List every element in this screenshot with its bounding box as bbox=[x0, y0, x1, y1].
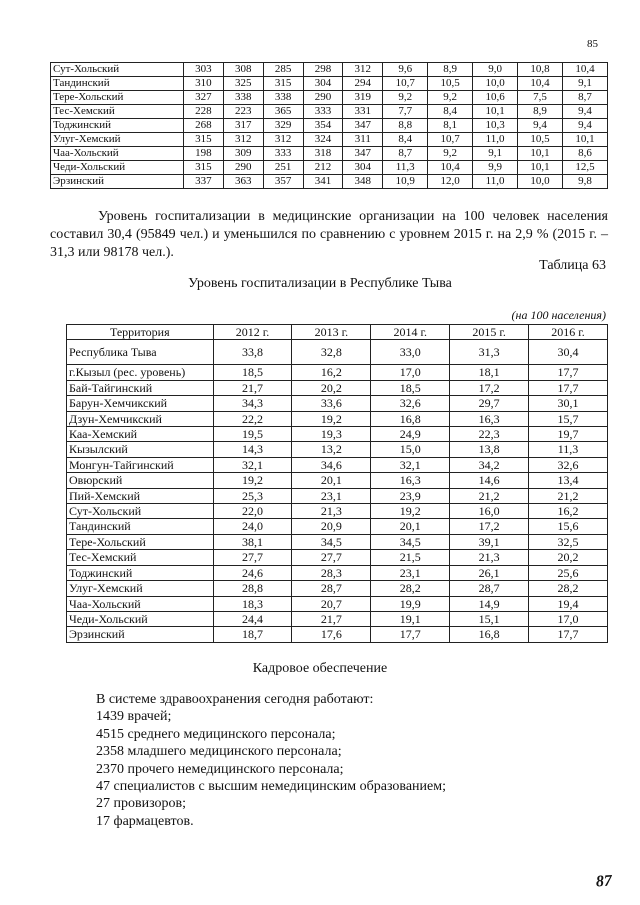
table-cell: 10,1 bbox=[518, 147, 563, 161]
table-cell: 22,3 bbox=[450, 427, 529, 442]
table-cell: 18,5 bbox=[213, 365, 292, 380]
table-cell: 24,6 bbox=[213, 565, 292, 580]
table-cell: 23,1 bbox=[292, 488, 371, 503]
table-cell: 327 bbox=[184, 91, 224, 105]
table-cell: 27,7 bbox=[213, 550, 292, 565]
table-cell: 28,3 bbox=[292, 565, 371, 580]
table-cell: 10,4 bbox=[428, 161, 473, 175]
table-cell: 29,7 bbox=[450, 396, 529, 411]
table-cell: 11,3 bbox=[529, 442, 608, 457]
row-label: Тандинский bbox=[51, 77, 184, 91]
table-cell: 9,4 bbox=[562, 119, 607, 133]
table-cell: 15,0 bbox=[371, 442, 450, 457]
table-row bbox=[51, 63, 608, 77]
table-cell: 10,4 bbox=[562, 63, 607, 77]
column-header: 2013 г. bbox=[292, 325, 371, 340]
table-cell: 20,7 bbox=[292, 596, 371, 611]
territory-name: Республика Тыва bbox=[67, 340, 214, 365]
table-cell: 12,5 bbox=[562, 161, 607, 175]
table-number: Таблица 63 bbox=[539, 258, 606, 273]
table-cell: 28,2 bbox=[371, 581, 450, 596]
table-cell: 15,7 bbox=[529, 411, 608, 426]
table-cell: 251 bbox=[263, 161, 303, 175]
table-cell: 34,2 bbox=[450, 457, 529, 472]
table-cell: 19,2 bbox=[292, 411, 371, 426]
table-cell: 228 bbox=[184, 105, 224, 119]
territory-name: Барун-Хемчикский bbox=[67, 396, 214, 411]
table-cell: 17,7 bbox=[529, 365, 608, 380]
table-cell: 20,2 bbox=[292, 380, 371, 395]
table-cell: 10,5 bbox=[518, 133, 563, 147]
table-cell: 14,9 bbox=[450, 596, 529, 611]
table-cell: 17,0 bbox=[529, 611, 608, 626]
table-cell: 15,6 bbox=[529, 519, 608, 534]
page-number: 85 bbox=[587, 38, 598, 50]
table-cell: 32,1 bbox=[213, 457, 292, 472]
table-cell: 17,0 bbox=[371, 365, 450, 380]
table-row bbox=[67, 488, 608, 503]
table-row bbox=[51, 119, 608, 133]
table-row bbox=[67, 550, 608, 565]
row-label: Чеди-Хольский bbox=[51, 161, 184, 175]
territory-name: Монгун-Тайгинский bbox=[67, 457, 214, 472]
table-row bbox=[51, 77, 608, 91]
table-row bbox=[51, 133, 608, 147]
table-cell: 304 bbox=[303, 77, 343, 91]
table-cell: 32,8 bbox=[292, 340, 371, 365]
table-cell: 11,0 bbox=[473, 175, 518, 189]
table-cell: 30,4 bbox=[529, 340, 608, 365]
table-row bbox=[67, 380, 608, 395]
table-cell: 10,5 bbox=[428, 77, 473, 91]
table-cell: 16,0 bbox=[450, 504, 529, 519]
table-cell: 16,3 bbox=[450, 411, 529, 426]
table-cell: 223 bbox=[223, 105, 263, 119]
territory-name: Дзун-Хемчикский bbox=[67, 411, 214, 426]
table-cell: 27,7 bbox=[292, 550, 371, 565]
table-cell: 10,6 bbox=[473, 91, 518, 105]
table-cell: 9,2 bbox=[383, 91, 428, 105]
table-row bbox=[67, 534, 608, 549]
table-cell: 312 bbox=[343, 63, 383, 77]
section-title: Кадровое обеспечение bbox=[252, 661, 388, 676]
table-cell: 338 bbox=[223, 91, 263, 105]
table-cell: 25,3 bbox=[213, 488, 292, 503]
table-cell: 24,4 bbox=[213, 611, 292, 626]
staff-item: 1439 врачей; bbox=[96, 709, 172, 725]
table-row bbox=[51, 161, 608, 175]
table-cell: 319 bbox=[343, 91, 383, 105]
table-cell: 308 bbox=[223, 63, 263, 77]
row-label: Эрзинский bbox=[51, 175, 184, 189]
table-cell: 303 bbox=[184, 63, 224, 77]
table-cell: 16,8 bbox=[371, 411, 450, 426]
table-cell: 13,8 bbox=[450, 442, 529, 457]
continued-data-table bbox=[50, 62, 608, 189]
row-label: Чаа-Хольский bbox=[51, 147, 184, 161]
row-label: Сут-Хольский bbox=[51, 63, 184, 77]
table-cell: 11,3 bbox=[383, 161, 428, 175]
table-cell: 8,1 bbox=[428, 119, 473, 133]
territory-name: Тоджинский bbox=[67, 565, 214, 580]
table-cell: 38,1 bbox=[213, 534, 292, 549]
table-cell: 10,7 bbox=[428, 133, 473, 147]
territory-name: Чаа-Хольский bbox=[67, 596, 214, 611]
staff-item: 4515 среднего медицинского персонала; bbox=[96, 726, 336, 742]
table-cell: 10,8 bbox=[518, 63, 563, 77]
table-cell: 10,4 bbox=[518, 77, 563, 91]
table-cell: 28,7 bbox=[450, 581, 529, 596]
table-cell: 8,8 bbox=[383, 119, 428, 133]
table-cell: 294 bbox=[343, 77, 383, 91]
table-cell: 19,2 bbox=[371, 504, 450, 519]
table-cell: 23,9 bbox=[371, 488, 450, 503]
table-cell: 20,1 bbox=[371, 519, 450, 534]
table-cell: 11,0 bbox=[473, 133, 518, 147]
table-cell: 312 bbox=[263, 133, 303, 147]
table-cell: 20,9 bbox=[292, 519, 371, 534]
table-cell: 354 bbox=[303, 119, 343, 133]
table-title: Уровень госпитализации в Республике Тыва bbox=[188, 276, 452, 291]
territory-name: Чеди-Хольский bbox=[67, 611, 214, 626]
table-row bbox=[67, 581, 608, 596]
table-cell: 338 bbox=[263, 91, 303, 105]
table-cell: 317 bbox=[223, 119, 263, 133]
table-cell: 8,4 bbox=[428, 105, 473, 119]
territory-name: Кызылский bbox=[67, 442, 214, 457]
table-cell: 19,2 bbox=[213, 473, 292, 488]
table-cell: 9,1 bbox=[473, 147, 518, 161]
table-cell: 33,8 bbox=[213, 340, 292, 365]
table-cell: 22,2 bbox=[213, 411, 292, 426]
table-cell: 10,1 bbox=[562, 133, 607, 147]
table-cell: 19,5 bbox=[213, 427, 292, 442]
table-cell: 309 bbox=[223, 147, 263, 161]
table-cell: 347 bbox=[343, 119, 383, 133]
table-cell: 9,2 bbox=[428, 147, 473, 161]
table-cell: 33,6 bbox=[292, 396, 371, 411]
hospitalization-paragraph: Уровень госпитализации в медицинские организации на 100 человек населения составил 30,4 (95849 чел.) и уменьшился по сравнению с уровнем 2015 г. на 2,9 % (2015 г. – 31,3 или 98178 чел.). bbox=[50, 209, 608, 260]
table-row bbox=[51, 105, 608, 119]
table-cell: 348 bbox=[343, 175, 383, 189]
table-cell: 363 bbox=[223, 175, 263, 189]
handwritten-page-number: 87 bbox=[595, 872, 613, 891]
table-cell: 9,8 bbox=[562, 175, 607, 189]
table-cell: 17,7 bbox=[529, 627, 608, 642]
table-cell: 17,6 bbox=[292, 627, 371, 642]
table-cell: 34,5 bbox=[292, 534, 371, 549]
table-units: (на 100 населения) bbox=[511, 308, 606, 322]
table-cell: 26,1 bbox=[450, 565, 529, 580]
table-cell: 12,0 bbox=[428, 175, 473, 189]
table-cell: 7,5 bbox=[518, 91, 563, 105]
table-cell: 15,1 bbox=[450, 611, 529, 626]
table-cell: 16,2 bbox=[292, 365, 371, 380]
table-cell: 28,8 bbox=[213, 581, 292, 596]
table-cell: 16,3 bbox=[371, 473, 450, 488]
table-cell: 30,1 bbox=[529, 396, 608, 411]
table-cell: 34,6 bbox=[292, 457, 371, 472]
column-header: 2015 г. bbox=[450, 325, 529, 340]
staff-item: 27 провизоров; bbox=[96, 796, 187, 812]
table-cell: 23,1 bbox=[371, 565, 450, 580]
table-cell: 19,4 bbox=[529, 596, 608, 611]
table-cell: 312 bbox=[223, 133, 263, 147]
table-cell: 8,9 bbox=[518, 105, 563, 119]
table-row bbox=[67, 596, 608, 611]
table-cell: 28,7 bbox=[292, 581, 371, 596]
table-cell: 315 bbox=[184, 133, 224, 147]
staff-item: 17 фармацевтов. bbox=[96, 813, 194, 829]
table-cell: 10,9 bbox=[383, 175, 428, 189]
table-row bbox=[67, 411, 608, 426]
row-label: Улуг-Хемский bbox=[51, 133, 184, 147]
territory-name: Пий-Хемский bbox=[67, 488, 214, 503]
column-header: Территория bbox=[67, 325, 214, 340]
table-cell: 8,4 bbox=[383, 133, 428, 147]
table-cell: 268 bbox=[184, 119, 224, 133]
table-cell: 21,7 bbox=[292, 611, 371, 626]
table-cell: 34,3 bbox=[213, 396, 292, 411]
table-cell: 285 bbox=[263, 63, 303, 77]
table-cell: 329 bbox=[263, 119, 303, 133]
table-cell: 10,0 bbox=[518, 175, 563, 189]
table-cell: 9,6 bbox=[383, 63, 428, 77]
territory-name: Сут-Хольский bbox=[67, 504, 214, 519]
table-cell: 357 bbox=[263, 175, 303, 189]
table-row bbox=[67, 442, 608, 457]
table-row bbox=[67, 427, 608, 442]
table-cell: 311 bbox=[343, 133, 383, 147]
territory-name: Тере-Хольский bbox=[67, 534, 214, 549]
table-row bbox=[51, 147, 608, 161]
table-cell: 18,3 bbox=[213, 596, 292, 611]
table-cell: 31,3 bbox=[450, 340, 529, 365]
table-cell: 8,7 bbox=[562, 91, 607, 105]
table-cell: 8,6 bbox=[562, 147, 607, 161]
table-cell: 13,4 bbox=[529, 473, 608, 488]
table-cell: 33,0 bbox=[371, 340, 450, 365]
staff-intro: В системе здравоохранения сегодня работают: bbox=[96, 692, 374, 707]
column-header: 2014 г. bbox=[371, 325, 450, 340]
table-cell: 16,8 bbox=[450, 627, 529, 642]
table-cell: 32,5 bbox=[529, 534, 608, 549]
table-cell: 315 bbox=[263, 77, 303, 91]
table-cell: 14,6 bbox=[450, 473, 529, 488]
table-cell: 9,2 bbox=[428, 91, 473, 105]
table-cell: 10,0 bbox=[473, 77, 518, 91]
table-cell: 19,3 bbox=[292, 427, 371, 442]
table-cell: 19,7 bbox=[529, 427, 608, 442]
table-cell: 25,6 bbox=[529, 565, 608, 580]
table-cell: 10,7 bbox=[383, 77, 428, 91]
table-cell: 32,1 bbox=[371, 457, 450, 472]
territory-name: Эрзинский bbox=[67, 627, 214, 642]
row-label: Тоджинский bbox=[51, 119, 184, 133]
table-cell: 22,0 bbox=[213, 504, 292, 519]
table-cell: 8,7 bbox=[383, 147, 428, 161]
row-label: Тере-Хольский bbox=[51, 91, 184, 105]
table-cell: 18,7 bbox=[213, 627, 292, 642]
table-cell: 17,7 bbox=[529, 380, 608, 395]
table-cell: 290 bbox=[303, 91, 343, 105]
territory-name: Бай-Тайгинский bbox=[67, 380, 214, 395]
table-row bbox=[51, 91, 608, 105]
table-cell: 24,9 bbox=[371, 427, 450, 442]
table-cell: 28,2 bbox=[529, 581, 608, 596]
table-cell: 13,2 bbox=[292, 442, 371, 457]
table-cell: 32,6 bbox=[529, 457, 608, 472]
table-cell: 365 bbox=[263, 105, 303, 119]
table-row bbox=[67, 611, 608, 626]
table-cell: 34,5 bbox=[371, 534, 450, 549]
table-row bbox=[67, 365, 608, 380]
table-row bbox=[67, 457, 608, 472]
table-cell: 9,9 bbox=[473, 161, 518, 175]
table-cell: 318 bbox=[303, 147, 343, 161]
table-cell: 298 bbox=[303, 63, 343, 77]
table-row bbox=[67, 565, 608, 580]
table-cell: 19,1 bbox=[371, 611, 450, 626]
table-cell: 24,0 bbox=[213, 519, 292, 534]
hospitalization-table bbox=[66, 324, 608, 643]
table-row bbox=[67, 340, 608, 365]
territory-name: Овюрский bbox=[67, 473, 214, 488]
table-cell: 21,3 bbox=[292, 504, 371, 519]
table-cell: 9,0 bbox=[473, 63, 518, 77]
table-cell: 20,1 bbox=[292, 473, 371, 488]
table-row bbox=[67, 627, 608, 642]
table-cell: 19,9 bbox=[371, 596, 450, 611]
table-cell: 32,6 bbox=[371, 396, 450, 411]
table-cell: 337 bbox=[184, 175, 224, 189]
table-cell: 10,1 bbox=[473, 105, 518, 119]
table-cell: 21,5 bbox=[371, 550, 450, 565]
table-cell: 9,4 bbox=[518, 119, 563, 133]
table-cell: 341 bbox=[303, 175, 343, 189]
table-cell: 17,2 bbox=[450, 380, 529, 395]
column-header: 2016 г. bbox=[529, 325, 608, 340]
table-cell: 10,3 bbox=[473, 119, 518, 133]
table-cell: 21,7 bbox=[213, 380, 292, 395]
table-cell: 17,2 bbox=[450, 519, 529, 534]
staff-item: 2370 прочего немедицинского персонала; bbox=[96, 761, 344, 777]
table-cell: 324 bbox=[303, 133, 343, 147]
table-cell: 333 bbox=[303, 105, 343, 119]
table-cell: 333 bbox=[263, 147, 303, 161]
table-cell: 16,2 bbox=[529, 504, 608, 519]
table-cell: 18,1 bbox=[450, 365, 529, 380]
territory-name: Каа-Хемский bbox=[67, 427, 214, 442]
table-cell: 347 bbox=[343, 147, 383, 161]
territory-name: Тес-Хемский bbox=[67, 550, 214, 565]
table-row bbox=[67, 504, 608, 519]
table-row bbox=[67, 473, 608, 488]
table-row bbox=[51, 175, 608, 189]
table-cell: 310 bbox=[184, 77, 224, 91]
table-cell: 7,7 bbox=[383, 105, 428, 119]
table-cell: 9,1 bbox=[562, 77, 607, 91]
table-cell: 331 bbox=[343, 105, 383, 119]
staff-item: 2358 младшего медицинского персонала; bbox=[96, 744, 342, 760]
staff-list bbox=[96, 691, 446, 830]
table-cell: 21,3 bbox=[450, 550, 529, 565]
table-cell: 198 bbox=[184, 147, 224, 161]
table-row bbox=[67, 396, 608, 411]
table-cell: 14,3 bbox=[213, 442, 292, 457]
table-cell: 39,1 bbox=[450, 534, 529, 549]
table-cell: 9,4 bbox=[562, 105, 607, 119]
table-cell: 325 bbox=[223, 77, 263, 91]
table-cell: 212 bbox=[303, 161, 343, 175]
table-cell: 21,2 bbox=[529, 488, 608, 503]
table-cell: 8,9 bbox=[428, 63, 473, 77]
table-cell: 21,2 bbox=[450, 488, 529, 503]
territory-name: Улуг-Хемский bbox=[67, 581, 214, 596]
row-label: Тес-Хемский bbox=[51, 105, 184, 119]
table-cell: 304 bbox=[343, 161, 383, 175]
table-cell: 290 bbox=[223, 161, 263, 175]
column-header: 2012 г. bbox=[213, 325, 292, 340]
table-cell: 10,1 bbox=[518, 161, 563, 175]
staff-item: 47 специалистов с высшим немедицинским образованием; bbox=[96, 779, 446, 795]
territory-name: Тандинский bbox=[67, 519, 214, 534]
territory-name: г.Кызыл (рес. уровень) bbox=[67, 365, 214, 380]
table-cell: 17,7 bbox=[371, 627, 450, 642]
table-cell: 20,2 bbox=[529, 550, 608, 565]
table-cell: 315 bbox=[184, 161, 224, 175]
table-cell: 18,5 bbox=[371, 380, 450, 395]
table-row bbox=[67, 519, 608, 534]
